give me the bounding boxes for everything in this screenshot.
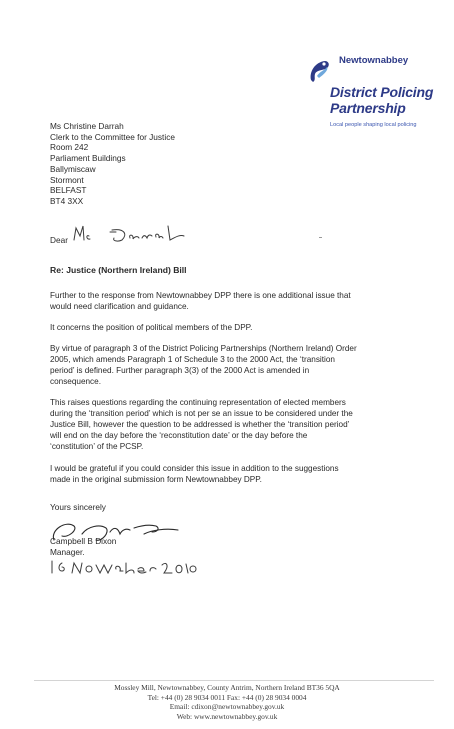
- footer-phone-fax: Tel: +44 (0) 28 9034 0011 Fax: +44 (0) 28 9034 0004: [147, 692, 307, 702]
- closing-line: Yours sincerely: [50, 502, 106, 512]
- dpp-logo-icon: [307, 58, 331, 84]
- address-line: Ballymiscaw: [50, 163, 96, 174]
- letterhead-footer: [0, 683, 454, 721]
- page-speck: [319, 237, 322, 238]
- paragraph-line: Further to the response from Newtownabbey DPP there is one additional issue that: [50, 291, 351, 300]
- logo-council-name: Newtownabbey: [339, 55, 409, 66]
- paragraph-line: I would be grateful if you could consider this issue in addition to the suggestions: [50, 464, 339, 473]
- footer-divider: [34, 680, 434, 681]
- subject-line: Re: Justice (Northern Ireland) Bill: [50, 265, 187, 275]
- paragraph-line: It concerns the position of political members of the DPP.: [50, 323, 253, 332]
- handwritten-salutation: [72, 220, 202, 248]
- handwritten-date: [48, 553, 198, 579]
- paragraph-line: during the ‘transition period’ which is not per se an issue to be considered under the: [50, 408, 353, 418]
- salutation: Dear: [50, 235, 68, 245]
- paragraph-line: would need clarification and guidance.: [50, 301, 189, 311]
- signatory-title: Manager.: [50, 546, 85, 557]
- footer-web: Web: www.newtownabbey.gov.uk: [176, 711, 278, 721]
- address-line: Clerk to the Committee for Justice: [50, 131, 175, 142]
- paragraph-line: By virtue of paragraph 3 of the District Policing Partnerships (Northern Ireland) Order: [50, 344, 357, 353]
- body-paragraph: [50, 291, 430, 313]
- paragraph-line: Justice Bill, however the question to be addressed is whether the ‘transition period’: [50, 419, 350, 429]
- paragraph-line: ‘constitution’ of the PCSP.: [50, 441, 144, 451]
- footer-email: Email: cdixon@newtownabbey.gov.uk: [169, 702, 285, 712]
- address-line: BT4 3XX: [50, 195, 84, 206]
- body-paragraph: [50, 344, 430, 388]
- address-line: Stormont: [50, 174, 84, 185]
- paragraph-line: period’ is defined. Further paragraph 3(3) of the 2000 Act is amended in: [50, 365, 310, 375]
- body-paragraph: [50, 323, 430, 334]
- paragraph-line: 2005, which amends Paragraph 1 of Schedule 3 to the 2000 Act, the ‘transition: [50, 354, 335, 364]
- footer-address: Mossley Mill, Newtownabbey, County Antrim, Northern Ireland BT36 5QA: [114, 683, 340, 692]
- signatory-name: Campbell B Dixon: [50, 536, 117, 546]
- address-line: Ms Christine Darrah: [50, 121, 124, 131]
- paragraph-line: will end on the day before the ‘reconstitution date’ or the day before the: [50, 430, 308, 440]
- paragraph-line: This raises questions regarding the continuing representation of elected members: [50, 398, 346, 407]
- address-line: Parliament Buildings: [50, 153, 126, 164]
- address-line: Room 242: [50, 142, 89, 153]
- body-paragraph: [50, 464, 430, 486]
- paragraph-line: consequence.: [50, 376, 101, 386]
- recipient-address: [50, 121, 175, 207]
- address-line: BELFAST: [50, 185, 87, 196]
- paragraph-line: made in the original submission form Newtownabbey DPP.: [50, 474, 262, 484]
- logo-tagline: Local people shaping local policing: [330, 122, 417, 128]
- logo-title-line1: District Policing: [330, 84, 434, 100]
- body-paragraph: [50, 398, 430, 453]
- logo-title-line2: Partnership: [330, 100, 406, 116]
